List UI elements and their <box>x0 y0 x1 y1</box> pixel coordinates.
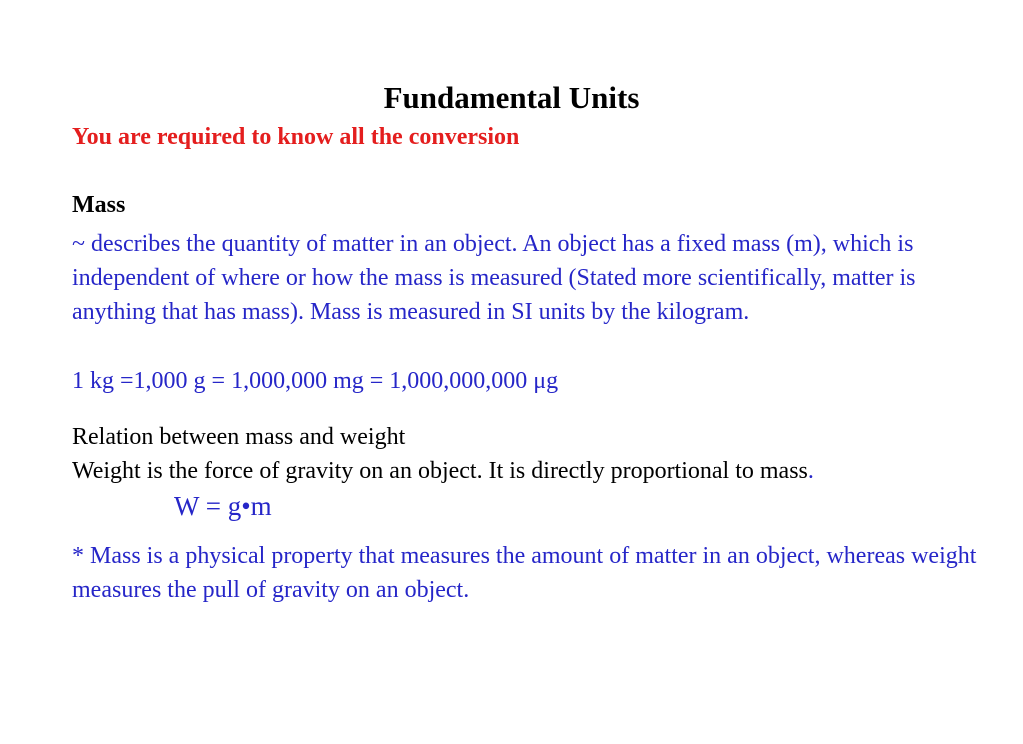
mass-weight-note: * Mass is a physical property that measures the amount of matter in an object, whereas weight measures the pull of gravity on an object. <box>72 543 977 603</box>
relation-text <box>72 454 814 488</box>
mass-conversion: 1 kg =1,000 g = 1,000,000 mg = 1,000,000,000 μg <box>72 368 559 394</box>
relation-heading: Relation between mass and weight <box>72 424 406 450</box>
weight-formula: W = g•m <box>174 491 272 521</box>
relation-text-period: . <box>807 458 814 484</box>
relation-text-body: Weight is the force of gravity on an object. It is directly proportional to mass <box>72 458 808 484</box>
slide-subtitle: You are required to know all the conversion <box>72 124 520 150</box>
mass-description: ~ describes the quantity of matter in an object. An object has a fixed mass (m), which is independent of where or how the mass is measured (Stated more scientifically, matter is anything that has mass). Mass is measured in SI units by the kilogram. <box>72 231 916 325</box>
mass-heading: Mass <box>72 192 126 218</box>
slide-title: Fundamental Units <box>383 80 640 115</box>
